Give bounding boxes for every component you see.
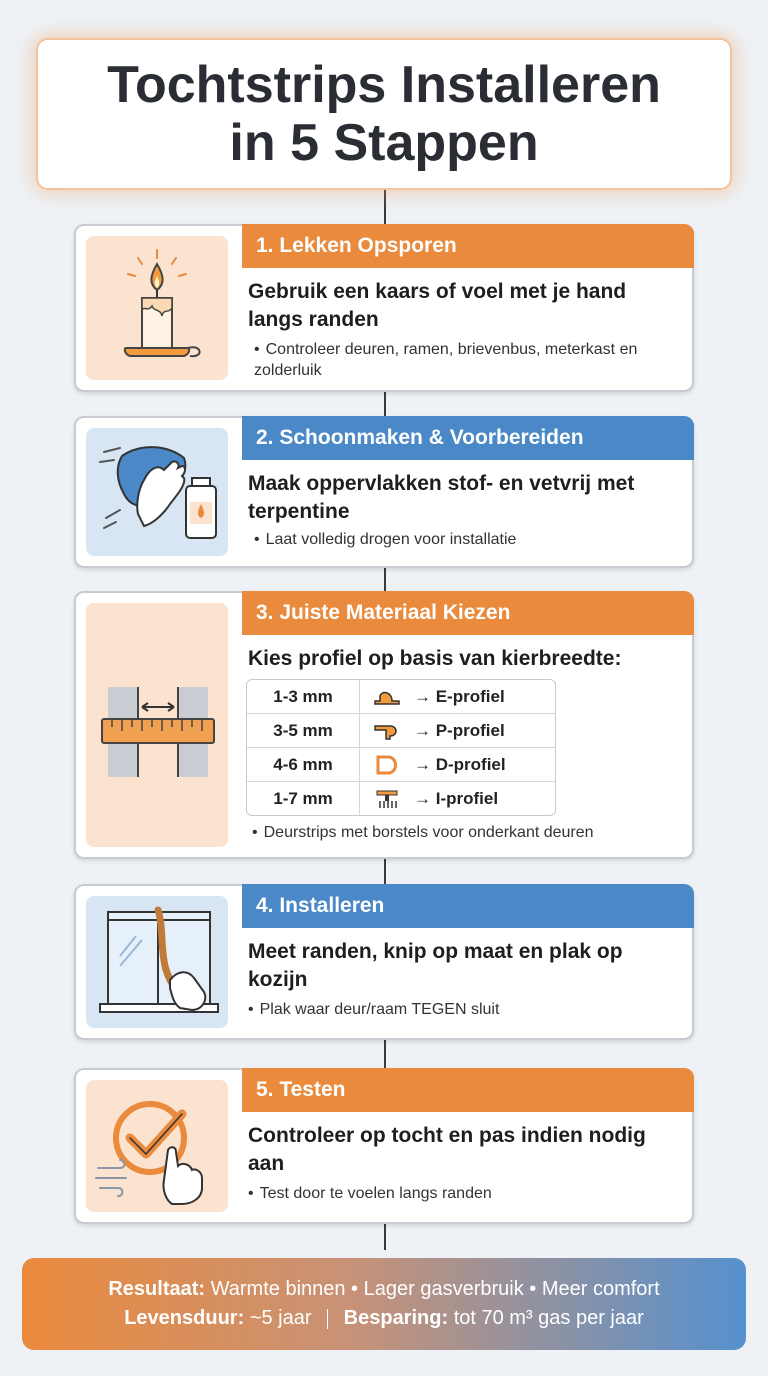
step-header-4: 4. Installeren: [242, 884, 694, 928]
profile-row-i: [247, 782, 555, 815]
profile-name: → P-profiel: [414, 720, 505, 740]
window-strip-icon: [86, 896, 228, 1028]
step-main-3: Kies profiel op basis van kierbreedte:: [248, 647, 622, 670]
e-profile-icon: [360, 686, 414, 708]
step-bullet-1: • Controleer deuren, ramen, brievenbus, meterkast en zolderluik: [254, 341, 638, 379]
footer-line-stats: [22, 1307, 746, 1330]
step-header-3: 3. Juiste Materiaal Kiezen: [242, 591, 694, 635]
p-profile-icon: [360, 720, 414, 742]
step-header-2: 2. Schoonmaken & Voorbereiden: [242, 416, 694, 460]
step-main-2: Maak oppervlakken stof- en vetvrij met terpentine: [248, 472, 635, 523]
lifespan-label: Levensduur:: [124, 1307, 245, 1329]
profile-range: 4-6 mm: [247, 748, 360, 781]
step-main-4: Meet randen, knip op maat en plak op kozijn: [248, 940, 623, 991]
step-card-3: [74, 591, 694, 859]
step-card-2: [74, 416, 694, 568]
profile-range: 1-7 mm: [247, 782, 360, 815]
i-profile-icon: [360, 788, 414, 810]
profile-name: → I-profiel: [414, 788, 499, 808]
step-main-1: Gebruik een kaars of voel met je hand langs randen: [248, 280, 627, 331]
footer-divider: [327, 1309, 328, 1329]
footer-line-result: [22, 1278, 746, 1301]
step-bullet-4: • Plak waar deur/raam TEGEN sluit: [248, 1001, 500, 1018]
profile-row-d: [247, 748, 555, 782]
step-bullet-2: • Laat volledig drogen voor installatie: [254, 531, 517, 548]
checkmark-hand-icon: [86, 1080, 228, 1212]
ruler-gap-icon: [86, 603, 228, 847]
page-title: Tochtstrips Installeren in 5 Stappen: [107, 55, 661, 172]
cleaning-hand-icon: [86, 428, 228, 556]
step-header-5: 5. Testen: [242, 1068, 694, 1112]
profile-name: → E-profiel: [414, 686, 505, 706]
candle-icon: [86, 236, 228, 380]
profile-range: 3-5 mm: [247, 714, 360, 747]
profile-row-e: [247, 680, 555, 714]
result-text: Warmte binnen • Lager gasverbruik • Meer comfort: [210, 1278, 660, 1300]
savings-value: tot 70 m³ gas per jaar: [453, 1307, 644, 1329]
step-header-1: 1. Lekken Opsporen: [242, 224, 694, 268]
step-card-5: [74, 1068, 694, 1224]
profile-name: → D-profiel: [414, 754, 506, 774]
d-profile-icon: [360, 754, 414, 776]
step-main-5: Controleer op tocht en pas indien nodig aan: [248, 1124, 646, 1175]
result-footer: [22, 1258, 746, 1350]
profile-range: 1-3 mm: [247, 680, 360, 713]
profile-table: [246, 679, 556, 816]
step-bullet-5: • Test door te voelen langs randen: [248, 1185, 492, 1202]
step-card-4: [74, 884, 694, 1040]
title-box: [36, 38, 732, 190]
lifespan-value: ~5 jaar: [249, 1307, 312, 1329]
step-bullet-3: • Deurstrips met borstels voor onderkant deuren: [252, 824, 594, 841]
savings-label: Besparing:: [343, 1307, 449, 1329]
step-card-1: [74, 224, 694, 392]
profile-row-p: [247, 714, 555, 748]
result-label: Resultaat:: [108, 1278, 206, 1300]
